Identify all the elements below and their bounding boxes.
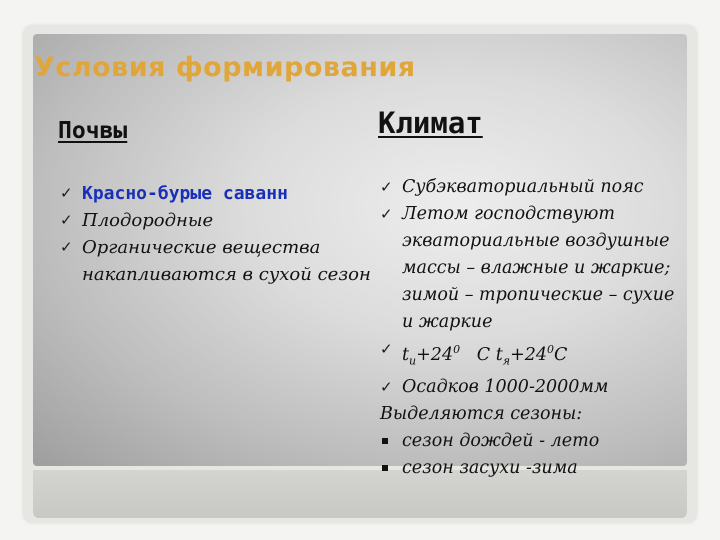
air-masses-line3: массы – влажные и жаркие; — [402, 258, 671, 278]
temp-sup2: 0 — [547, 343, 555, 356]
temp-sub2: я — [502, 354, 511, 368]
climate-item-precipitation — [380, 374, 680, 401]
air-masses-line4: зимой – тропические – сухие — [402, 285, 675, 305]
soil-fertile-text: Плодородные — [82, 210, 214, 231]
check-icon: ✓ — [380, 178, 393, 196]
air-masses-line5: и жаркие — [402, 312, 493, 332]
check-icon: ✓ — [60, 211, 73, 229]
temp-v1: +24 — [416, 344, 454, 365]
season-rain-text: сезон дождей - лето — [402, 431, 600, 452]
season-item-drought — [380, 455, 680, 482]
climate-heading: Климат — [378, 106, 483, 140]
check-icon: ✓ — [380, 378, 393, 397]
temp-sup1: 0 — [453, 343, 461, 356]
temp-c2: C — [554, 344, 568, 365]
soils-heading: Почвы — [58, 118, 128, 144]
climate-belt-text: Субэкваториальный пояс — [402, 177, 644, 197]
precip-text: Осадков 1000-2000мм — [402, 377, 609, 398]
check-icon: ✓ — [60, 184, 73, 202]
check-icon: ✓ — [380, 205, 393, 223]
season-item-rain — [380, 428, 680, 455]
temp-t1: t — [402, 344, 410, 365]
air-masses-line1: Летом господствуют — [402, 204, 615, 224]
seasons-label-text: Выделяются сезоны: — [380, 404, 583, 425]
soil-item-organic — [60, 234, 371, 288]
temp-c1: C — [476, 344, 491, 365]
check-icon: ✓ — [380, 340, 393, 358]
soil-organic-line1: Органические вещества — [82, 237, 321, 258]
soil-item-type — [60, 180, 365, 207]
temp-t2: t — [495, 344, 503, 365]
air-masses-line2: экваториальные воздушные — [402, 231, 670, 251]
square-bullet-icon — [382, 438, 388, 444]
slide-title: Условия формирования — [34, 52, 416, 83]
soil-organic-line2: накапливаются в сухой сезон — [82, 264, 371, 285]
climate-list — [380, 174, 680, 482]
climate-item-belt — [380, 174, 680, 201]
square-bullet-icon — [382, 465, 388, 471]
soil-item-fertile — [60, 207, 365, 234]
temp-v2: +24 — [510, 344, 548, 365]
climate-item-temperature — [380, 336, 680, 374]
check-icon: ✓ — [60, 238, 73, 256]
season-drought-text: сезон засухи -зима — [402, 458, 578, 479]
temp-sub1: и — [409, 354, 417, 368]
climate-seasons-label — [380, 401, 680, 428]
climate-item-air-masses — [380, 201, 680, 336]
soils-list — [60, 180, 371, 288]
soil-type-text: Красно-бурые саванн — [82, 183, 288, 204]
